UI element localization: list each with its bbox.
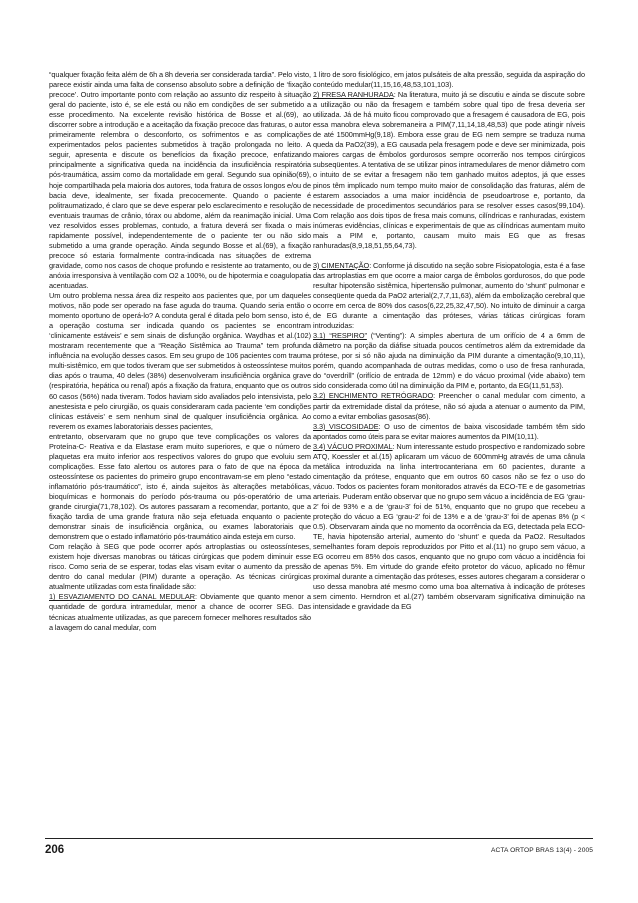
section-heading-respiro: 3.1) “RESPIRO” — [313, 331, 367, 341]
right-paragraph-1: 1 litro de soro fisiológico, em jatos pulsáteis de alta pressão, seguida da aspiração do conteúdo medular(11,15,16,48,53,101,103). — [313, 70, 585, 90]
section-heading-esvaziamento: 1) ESVAZIAMENTO DO CANAL MEDULAR — [49, 592, 195, 602]
journal-reference: ACTA ORTOP BRAS 13(4) - 2005 — [491, 847, 593, 854]
section-heading-viscosidade: 3.3) VISCOSIDADE — [313, 421, 379, 431]
right-paragraph-3 — [313, 261, 585, 331]
section-heading-vacuo: 3.4) VÁCUO PROXIMAL — [313, 441, 393, 451]
right-paragraph-3-text: : Conforme já discutido na seção sobre Fisiopatologia, esta é a fase das artroplastias em que ocorre a maior carga de êmbolos gordurosos, do que pode resultar hipotensão sistêmica, hipertensão pulmonar, aumento do ‘shunt’ pulmonar e conseqüente queda da PaO2 arterial(2,7,7,11,63), além da embolização cerebral que ocorre em cerca de 80% dos casos(6,22,25,32,47,50). No intuito de diminuir a carga de EG durante a cimentação das próteses, várias táticas cirúrgicas foram introduzidas: — [313, 260, 585, 331]
section-heading-enchimento: 3.2) ENCHIMENTO RETRÓGRADO — [313, 391, 434, 401]
right-paragraph-5 — [313, 391, 585, 421]
page-number: 206 — [45, 844, 65, 856]
left-paragraph-5 — [49, 592, 311, 632]
right-paragraph-7-text: : Num interessante estudo prospectivo e randomizado sobre ATQ, Koessler et al.(15) aplicaram um vácuo de 600mmHg através de uma cânula metálica introduzida na linha intertrocanteriana em 60 pacientes, durante a cimentação da prótese, enquanto que em outros 60 casos não se fez o uso do vácuo. Todos os pacientes foram monitorados através da ECO-TE e de gasometrias arteriais. Puderam então observar que no grupo sem vácuo a incidência de EG ‘grau-2’ foi de 93% e a de ‘grau-3’ foi de 51%, enquanto que no grupo que recebeu a proteção do vácuo a EG ‘grau-2’ foi de 13% e a de ‘grau-3’ foi de apenas 8% (p < 0.5). Observaram ainda que no momento da ocorrência da EG, detectada pela ECO-TE, havia hipotensão arterial, aumento do ‘shunt’ e queda da PaO2. Resultados semelhantes foram depois reproduzidos por Pitto et al.(11) no grupo sem vácuo, a EG ocorreu em 85% dos casos, enquanto que no grupo com vácuo a incidência foi de apenas 5%. Em virtude do grande efeito protetor do vácuo, aplicado no fêmur proximal durante a cimentação das próteses, esses autores chegaram a considerar o uso dessa manobra até mesmo como uma boa alternativa à indicação de próteses sem cimento. Herndron et al.(27) também observaram significativa diminuição na intensidade e gravidade da EG — [313, 441, 586, 612]
left-paragraph-1: “qualquer fixação feita além de 6h a 8h deveria ser considerada tardia”. Pelo visto, parece existir ainda uma falta de consenso absoluto sobre a definição de ‘fixação precoce’. Outro importante ponto com relação ao assunto diz respeito à situação geral do paciente, isto é, se ele está ou não em condições de ser submetido a esse procedimento. Na excelente revisão histórica de Bosse et al.(69), ao discorrer sobre a introdução e a aceitação da fixação precoce das fraturas, o autor primeiramente relembra o desconforto, os sofrimentos e as complicações experimentados pelos pacientes submetidos à tração prolongada no leito. A seguir, apresenta e discute os benefícios da fixação precoce, enfatizando principalmente a significativa queda na incidência da insuficiência respiratória pós-traumática, assim como da mortalidade em geral. Segundo sua opinião(69), hoje compartilhada pela maioria dos autores, toda fratura de ossos longos e/ou de bacia deve, idealmente, ser fixada precocemente. Quando o paciente é politraumatizado, é claro que se deve esperar pelo esclarecimento e resolução de eventuais traumas de crânio, tórax ou abdome, além da reanimação inicial. Uma vez resolvidos esses problemas, contudo, a fratura deverá ser fixada o mais rapidamente possível, independentemente de o paciente ter ou não sido submetido a uma grande operação. Ainda segundo Bosse et al.(69), a fixação precoce só estaria formalmente contra-indicada nas situações de extrema gravidade, como nos casos de choque profundo e resistente ao tratamento, ou de anóxia irresponsiva à ventilação com O2 a 100%, ou de hipotermia e coagulopatia acentuadas. — [49, 70, 311, 290]
right-paragraph-6 — [313, 422, 585, 442]
section-heading-fresa: 2) FRESA RANHURADA — [313, 90, 394, 100]
right-paragraph-5-text: : Preencher o canal medular com cimento, a partir da extremidade distal da prótese, não só ajuda a atenuar o aumento da PIM, como a evitar embolias gasosas(86). — [313, 391, 585, 421]
right-paragraph-6-text: : O uso de cimentos de baixa viscosidade também têm sido apontados como úteis para se evitar maiores aumentos da PIM(10,11). — [313, 421, 586, 441]
right-paragraph-7 — [313, 442, 585, 613]
left-paragraph-2: Um outro problema nessa área diz respeito aos pacientes que, por um daqueles motivos, não pode ser operado na fase aguda do trauma. Quando seria então o momento oportuno de operá-lo? A conduta geral é ditada pelo bom senso, isto é, a operação costuma ser indicada quando os pacientes se encontram ‘clinicamente estáveis’ e sem sinais de disfunção orgânica. Waydhas et al.(102) mostraram recentemente que a “Reação Sistêmica ao Trauma” tem profunda influência na evolução desses casos. Em seu grupo de 106 pacientes com trauma multi-sistêmico, em que todos tiveram que ser submetidos à osteossíntese muitos dias após o trauma, 40 deles (38%) desenvolveram insuficiência orgânica grave (respiratória, hepática ou renal) após a fixação da fratura, enquanto que os outros 60 casos (56%) nada tiveram. Todos haviam sido avaliados pelo intensivista, pelo anestesista e pelo cirurgião, os quais consideraram cada paciente ‘em condições clínicas estáveis’ e sem nenhum sinal de qualquer insuficiência orgânica. Ao reverem os exames laboratoriais desses pacientes, — [49, 291, 311, 431]
left-paragraph-5-text: : Obviamente que quanto menor a quantidade de gordura intramedular, menor a chance de ocorrer SEG. Das técnicas atualmente utilizadas, as que parecem fornecer melhores resultados são a lavagem do canal medular, com — [49, 592, 311, 632]
left-paragraph-3: entretanto, observaram que no grupo que teve complicações os valores da Proteína-C- Reativa e da Elastase eram muito superiores, e que o número de plaquetas era muito inferior aos respectivos valores do grupo que evoluiu sem complicações. Esse fato alertou os autores para o fato de que na época da osteossíntese os pacientes do primeiro grupo encontravam-se em pleno “estado inflamatório pós-traumático”, isto é, ainda sujeitos às alterações metabólicas, bioquímicas e hormonais do período pós-trauma ou pós-operatório de uma grande cirurgia(71,78,102). Os autores passaram a recomendar, portanto, que a fixação tardia de uma grande fratura não seja efetuada enquanto o paciente demonstrar sinais de insuficiência orgânica, ou exames laboratoriais que demonstrem que o estado inflamatório pós-traumático ainda esteja em curso. — [49, 431, 311, 542]
right-paragraph-2-text: : Na literatura, muito já se discutiu e ainda se discute sobre a utilização ou não da fresagem e também sobre qual tipo de fresa deveria ser utilizada. Já de há muito ficou comprovado que a fresagem é causadora de EG, pois essa manobra eleva sobremaneira a PIM(7,11,14,18,48,53) que pode atingir níveis de até 1500mmHg(9,18). Embora esse grau de EG nem sempre se traduza numa queda da PaO2(39), a EG causada pela fresagem pode e deve ser minimizada, pois maiores cargas de êmbolos gordurosos sempre ocorrerão nos tempos cirúrgicos subseqüentes. A tentativa de se utilizar pinos intramedulares de menor diâmetro com o intuito de se evitar a fresagem não tem ganhado muitos adeptos, já que esses pinos têm implicado num tempo muito maior de consolidação das fraturas, além de estarem associados a uma maior incidência de pseudoartrose e, portanto, da necessidade de procedimentos secundários para se resolver esses casos(99,104). Com relação aos dois tipos de fresa mais comuns, cilíndricas e ranhuradas, existem inúmeras evidências, clínicas e experimentais de que as cilíndricas aumentam muito mais a PIM e, portanto, causam muito mais EG que as fresas ranhuradas(8,9,18,51,55,64,73). — [313, 90, 586, 250]
right-paragraph-4-text: (“Venting”): A simples abertura de um orifício de 4 a 6mm de diâmetro na porção da diáfise situada poucos centímetros além da extremidade da prótese, por si só não ajuda na diminuição da PIM durante a cimentação(9,10,11), porém, quando acompanhada de outras medidas, como o uso de fresa ranhurada, do “overdrill” (orifício de entrada de 12mm) e do vácuo proximal (vide abaixo) tem sido considerada como útil na diminuição da PIM e, portanto, da EG(11,51,53). — [313, 331, 585, 391]
footer-divider — [45, 838, 593, 839]
left-paragraph-4: Com relação à SEG que pode ocorrer após artroplastias ou osteossínteses, existem hoje diversas manobras ou táticas cirúrgicas que podem diminuir esse risco. Como seria de se esperar, todas elas visam evitar o aumento da pressão dentro do canal medular (PIM) durante a operação. As técnicas cirúrgicas atualmente utilizadas com esta finalidade são: — [49, 542, 311, 592]
left-text-column — [49, 70, 311, 633]
section-heading-cimentacao: 3) CIMENTAÇÃO — [313, 260, 370, 270]
right-paragraph-2 — [313, 90, 585, 251]
right-paragraph-4 — [313, 331, 585, 391]
right-text-column — [313, 70, 585, 612]
